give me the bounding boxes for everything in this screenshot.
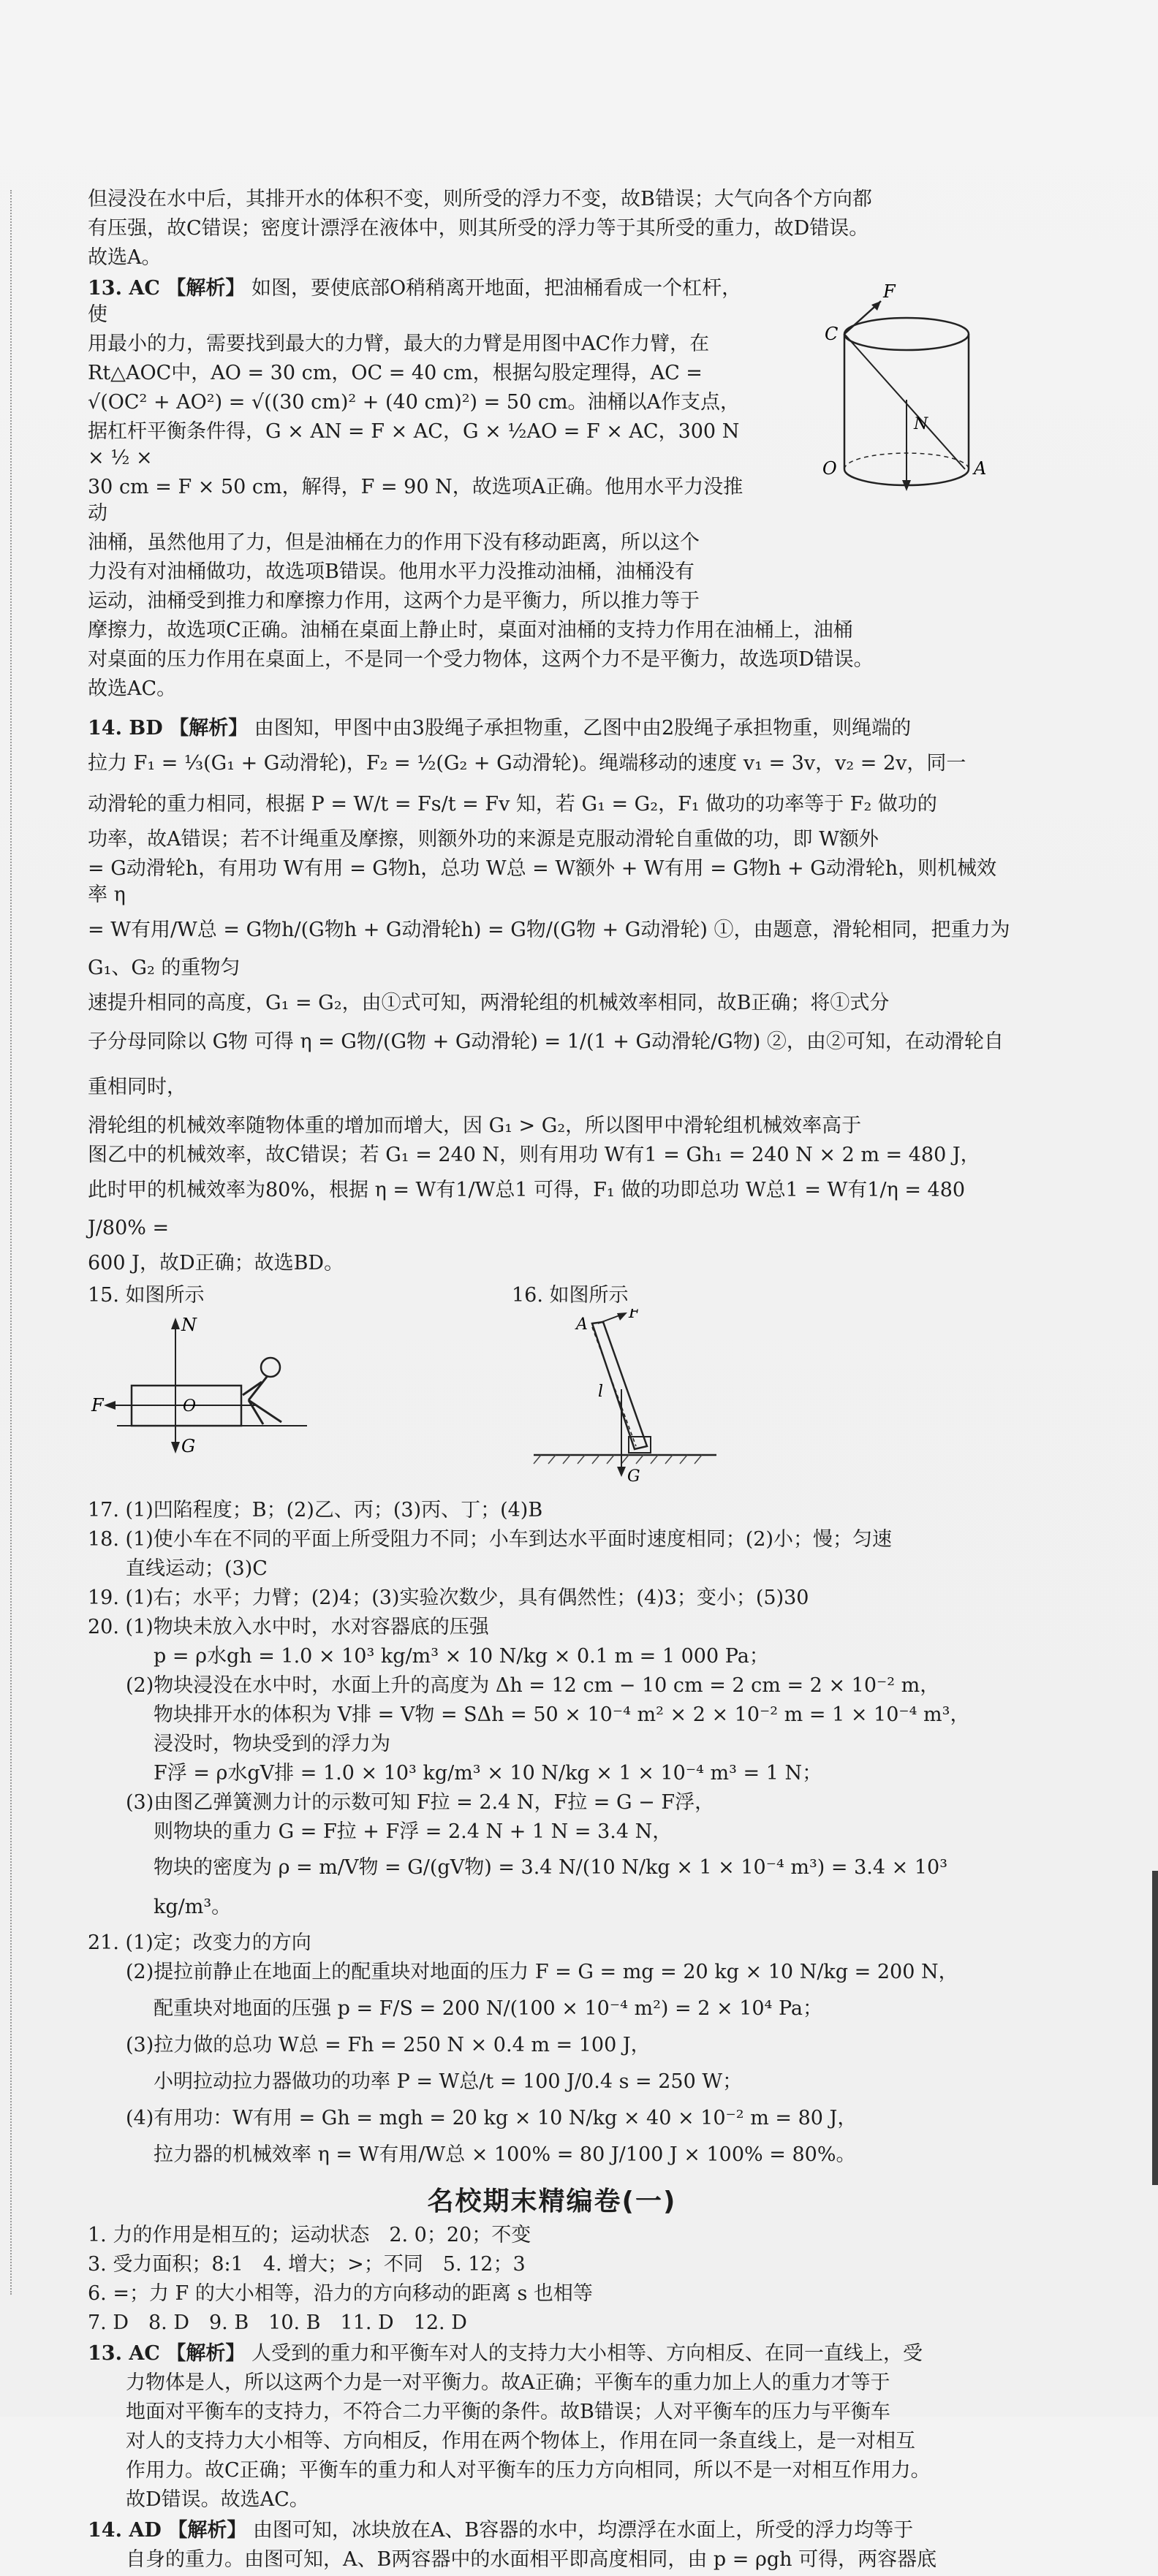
text-line: √(OC² + AO²) = √((30 cm)² + (40 cm)²) = 50 cm。油桶以A作支点，	[88, 391, 741, 414]
figure-label: G	[181, 1436, 196, 1455]
figure-label: G	[627, 1467, 640, 1484]
question-number: 13. AC	[88, 2342, 160, 2365]
text-line: 作用力。故C正确；平衡车的重力和人对平衡车的压力方向相同，所以不是一对相互作用力。	[126, 2459, 931, 2482]
figure-label: A	[974, 458, 987, 479]
text-line: 则物块的重力 G = F拉 + F浮 = 2.4 N + 1 N = 3.4 N，	[154, 1820, 673, 1843]
text-line: 故选AC。	[88, 677, 177, 700]
edge-mark	[1152, 1871, 1158, 2185]
figure-label: A	[576, 1315, 588, 1334]
figure-label: F	[629, 1309, 640, 1322]
text-line: 对桌面的压力作用在桌面上，不是同一个受力物体，这两个力不是平衡力，故选项D错误。	[88, 648, 874, 671]
text-line: 滑轮组的机械效率随物体重的增加而增大，因 G₁ > G₂，所以图甲中滑轮组机械效率高于	[88, 1114, 862, 1137]
section-answer-3: 3. 受力面积；8:1 4. 增大；>；不同 5. 12；3	[88, 2253, 526, 2276]
text-line: 配重块对地面的压强 p = F/S = 200 N/(100 × 10⁻⁴ m²) = 2 × 10⁴ Pa；	[154, 1997, 823, 2020]
text-line: p = ρ水gh = 1.0 × 10³ kg/m³ × 10 N/kg × 0.1 m = 1 000 Pa；	[154, 1645, 769, 1668]
text-line: F浮 = ρ水gV排 = 1.0 × 10³ kg/m³ × 10 N/kg × 1 × 10⁻⁴ m³ = 1 N；	[154, 1762, 822, 1785]
figure-label: F	[91, 1395, 104, 1416]
push-box-figure	[88, 1309, 351, 1455]
text-line: = W有用/W总 = G物h/(G物h + G动滑轮h) = G物/(G物 + G动滑轮) ①，由题意，滑轮相同，把重力为 G₁、G₂ 的重物匀	[88, 919, 1010, 979]
analysis-tag: 【解析】	[166, 277, 246, 300]
text-line: 人受到的重力和平衡车对人的支持力大小相等、方向相反、在同一直线上，受	[251, 2342, 923, 2365]
text-line: 但浸没在水中后，其排开水的体积不变，则所受的浮力不变，故B错误；大气向各个方向都	[88, 188, 872, 210]
text-line: 如图，要使底部O稍稍离开地面，把油桶看成一个杠杆，使	[88, 277, 742, 326]
binding-dotted-line	[10, 190, 12, 2295]
text-line: 拉力 F₁ = ⅓(G₁ + G动滑轮)，F₂ = ½(G₂ + G动滑轮)。绳端移动的速度 v₁ = 3v，v₂ = 2v，同一	[88, 752, 966, 775]
answer-18: 18. (1)使小车在不同的平面上所受阻力不同；小车到达水平面时速度相同；(2)小；慢；匀速	[88, 1528, 893, 1551]
figure-label: C	[825, 324, 839, 344]
text-line: (3)由图乙弹簧测力计的示数可知 F拉 = 2.4 N，F拉 = G − F浮，	[126, 1791, 715, 1814]
answer-content	[88, 186, 1016, 2576]
text-line: 浸没时，物块受到的浮力为	[154, 1733, 390, 1755]
leaning-rod-figure	[512, 1309, 746, 1484]
text-line: 子分母同除以 G物 可得 η = G物/(G物 + G动滑轮) = 1/(1 + G动滑轮/G物) ②，由②可知，在动滑轮自重相同时，	[88, 1030, 1004, 1098]
analysis-tag: 【解析】	[169, 717, 249, 740]
text-line: 运动，油桶受到推力和摩擦力作用，这两个力是平衡力，所以推力等于	[88, 590, 700, 612]
text-line: 力物体是人，所以这两个力是一对平衡力。故A正确；平衡车的重力加上人的重力才等于	[126, 2371, 890, 2394]
figure-caption: 16. 如图所示	[512, 1284, 629, 1307]
question-number: 13. AC	[88, 277, 160, 300]
text-line: 600 J，故D正确；故选BD。	[88, 1252, 344, 1274]
text-line: (2)提拉前静止在地面上的配重块对地面的压力 F = G = mg = 20 kg × 10 N/kg = 200 N，	[126, 1961, 958, 1983]
text-line: 用最小的力，需要找到最大的力臂，最大的力臂是用图中AC作力臂，在	[88, 333, 710, 355]
text-line: 据杠杆平衡条件得，G × AN = F × AC，G × ½AO = F × AC，300 N × ½ ×	[88, 420, 740, 469]
answer-21: 21. (1)定；改变力的方向	[88, 1931, 311, 1954]
text-line: 摩擦力，故选项C正确。油桶在桌面上静止时，桌面对油桶的支持力作用在油桶上，油桶	[88, 619, 853, 642]
text-line: 速提升相同的高度，G₁ = G₂，由①式可知，两滑轮组的机械效率相同，故B正确；将①式分	[88, 992, 890, 1014]
text-line: 小明拉动拉力器做功的功率 P = W总/t = 100 J/0.4 s = 250 W；	[154, 2070, 743, 2093]
text-line: 物块排开水的体积为 V排 = V物 = SΔh = 50 × 10⁻⁴ m² × 2 × 10⁻² m = 1 × 10⁻⁴ m³，	[154, 1703, 970, 1726]
oil-drum-lever-figure	[819, 283, 1009, 495]
figure-label: F	[883, 283, 896, 302]
text-line: 物块的密度为 ρ = m/V物 = G/(gV物) = 3.4 N/(10 N/kg × 1 × 10⁻⁴ m³) = 3.4 × 10³ kg/m³。	[154, 1856, 948, 1918]
figure-label: O	[822, 458, 837, 479]
figure-label: N	[914, 415, 928, 433]
answer-19: 19. (1)右；水平；力臂；(2)4；(3)实验次数少，具有偶然性；(4)3；变小；(5)30	[88, 1587, 809, 1609]
analysis-tag: 【解析】	[167, 2519, 247, 2542]
section-title: 名校期末精编卷(一)	[427, 2186, 677, 2216]
text-line: Rt△AOC中，AO = 30 cm，OC = 40 cm，根据勾股定理得，AC =	[88, 362, 703, 384]
section-answer-6: 6. =；力 F 的大小相等，沿力的方向移动的距离 s 也相等	[88, 2282, 593, 2305]
question-number: 14. BD	[88, 717, 163, 740]
text-line: 此时甲的机械效率为80%，根据 η = W有1/W总1 可得，F₁ 做的功即总功 W总1 = W有1/η = 480 J/80% =	[88, 1179, 966, 1239]
answer-17: 17. (1)凹陷程度；B；(2)乙、丙；(3)丙、丁；(4)B	[88, 1499, 543, 1521]
text-line: (3)拉力做的总功 W总 = Fh = 250 N × 0.4 m = 100 J，	[126, 2034, 651, 2056]
text-line: 功率，故A错误；若不计绳重及摩擦，则额外功的来源是克服动滑轮自重做的功，即 W额外	[88, 828, 879, 851]
figure-caption: 15. 如图所示	[88, 1284, 205, 1307]
text-line: 故D错误。故选AC。	[126, 2488, 309, 2511]
text-line: 由图知，甲图中由3股绳子承担物重，乙图中由2股绳子承担物重，则绳端的	[254, 717, 912, 740]
section-answer-1: 1. 力的作用是相互的；运动状态 2. 0；20；不变	[88, 2224, 531, 2246]
figure-label: O	[183, 1397, 197, 1416]
text-line: 有压强，故C错误；密度计漂浮在液体中，则其所受的浮力等于其所受的重力，故D错误。	[88, 217, 869, 240]
section-answer-7: 7. D 8. D 9. B 10. B 11. D 12. D	[88, 2311, 467, 2334]
text-line: 拉力器的机械效率 η = W有用/W总 × 100% = 80 J/100 J × 100% = 80%。	[154, 2143, 856, 2166]
answer-18-cont: 直线运动；(3)C	[126, 1557, 268, 1580]
analysis-tag: 【解析】	[166, 2342, 246, 2365]
question-13	[88, 276, 1016, 615]
text-line: = G动滑轮h，有用功 W有用 = G物h，总功 W总 = W额外 + W有用 = G物h + G动滑轮h，则机械效率 η	[88, 857, 997, 906]
figure-16	[512, 1283, 819, 1492]
text-line: 由图可知，冰块放在A、B容器的水中，均漂浮在水面上，所受的浮力均等于	[252, 2519, 914, 2542]
text-line: 油桶，虽然他用了力，但是油桶在力的作用下没有移动距离，所以这个	[88, 531, 700, 554]
text-line: 对人的支持力大小相等、方向相反，作用在两个物体上，作用在同一条直线上，是一对相互	[126, 2430, 915, 2452]
figure-label: N	[181, 1315, 197, 1335]
question-number: 14. AD	[88, 2519, 162, 2542]
text-line: 30 cm = F × 50 cm，解得，F = 90 N，故选项A正确。他用水平力没推动	[88, 476, 743, 525]
text-line: (4)有用功：W有用 = Gh = mgh = 20 kg × 10 N/kg × 40 × 10⁻² m = 80 J，	[126, 2107, 858, 2129]
figure-15	[88, 1283, 395, 1462]
text-line: 动滑轮的重力相同，根据 P = W/t = Fs/t = Fv 知，若 G₁ = G₂，F₁ 做功的功率等于 F₂ 做功的	[88, 793, 937, 816]
text-line: 力没有对油桶做功，故选项B错误。他用水平力没推动油桶，油桶没有	[88, 561, 695, 583]
text-line: (2)物块浸没在水中时，水面上升的高度为 Δh = 12 cm − 10 cm = 2 cm = 2 × 10⁻² m，	[126, 1674, 940, 1697]
figures-15-16	[88, 1283, 1016, 1492]
text-line: 地面对平衡车的支持力，不符合二力平衡的条件。故B错误；人对平衡车的压力与平衡车	[126, 2401, 890, 2423]
answer-20: 20. (1)物块未放入水中时，水对容器底的压强	[88, 1616, 489, 1638]
text-line: 自身的重力。由图可知，A、B两容器中的水面相平即高度相同，由 p = ρgh 可得，两容器底	[126, 2548, 937, 2571]
text-line: 图乙中的机械效率，故C错误；若 G₁ = 240 N，则有用功 W有1 = Gh₁ = 240 N × 2 m = 480 J，	[88, 1144, 980, 1166]
figure-label: l	[598, 1383, 604, 1401]
text-line: 故选A。	[88, 246, 162, 269]
